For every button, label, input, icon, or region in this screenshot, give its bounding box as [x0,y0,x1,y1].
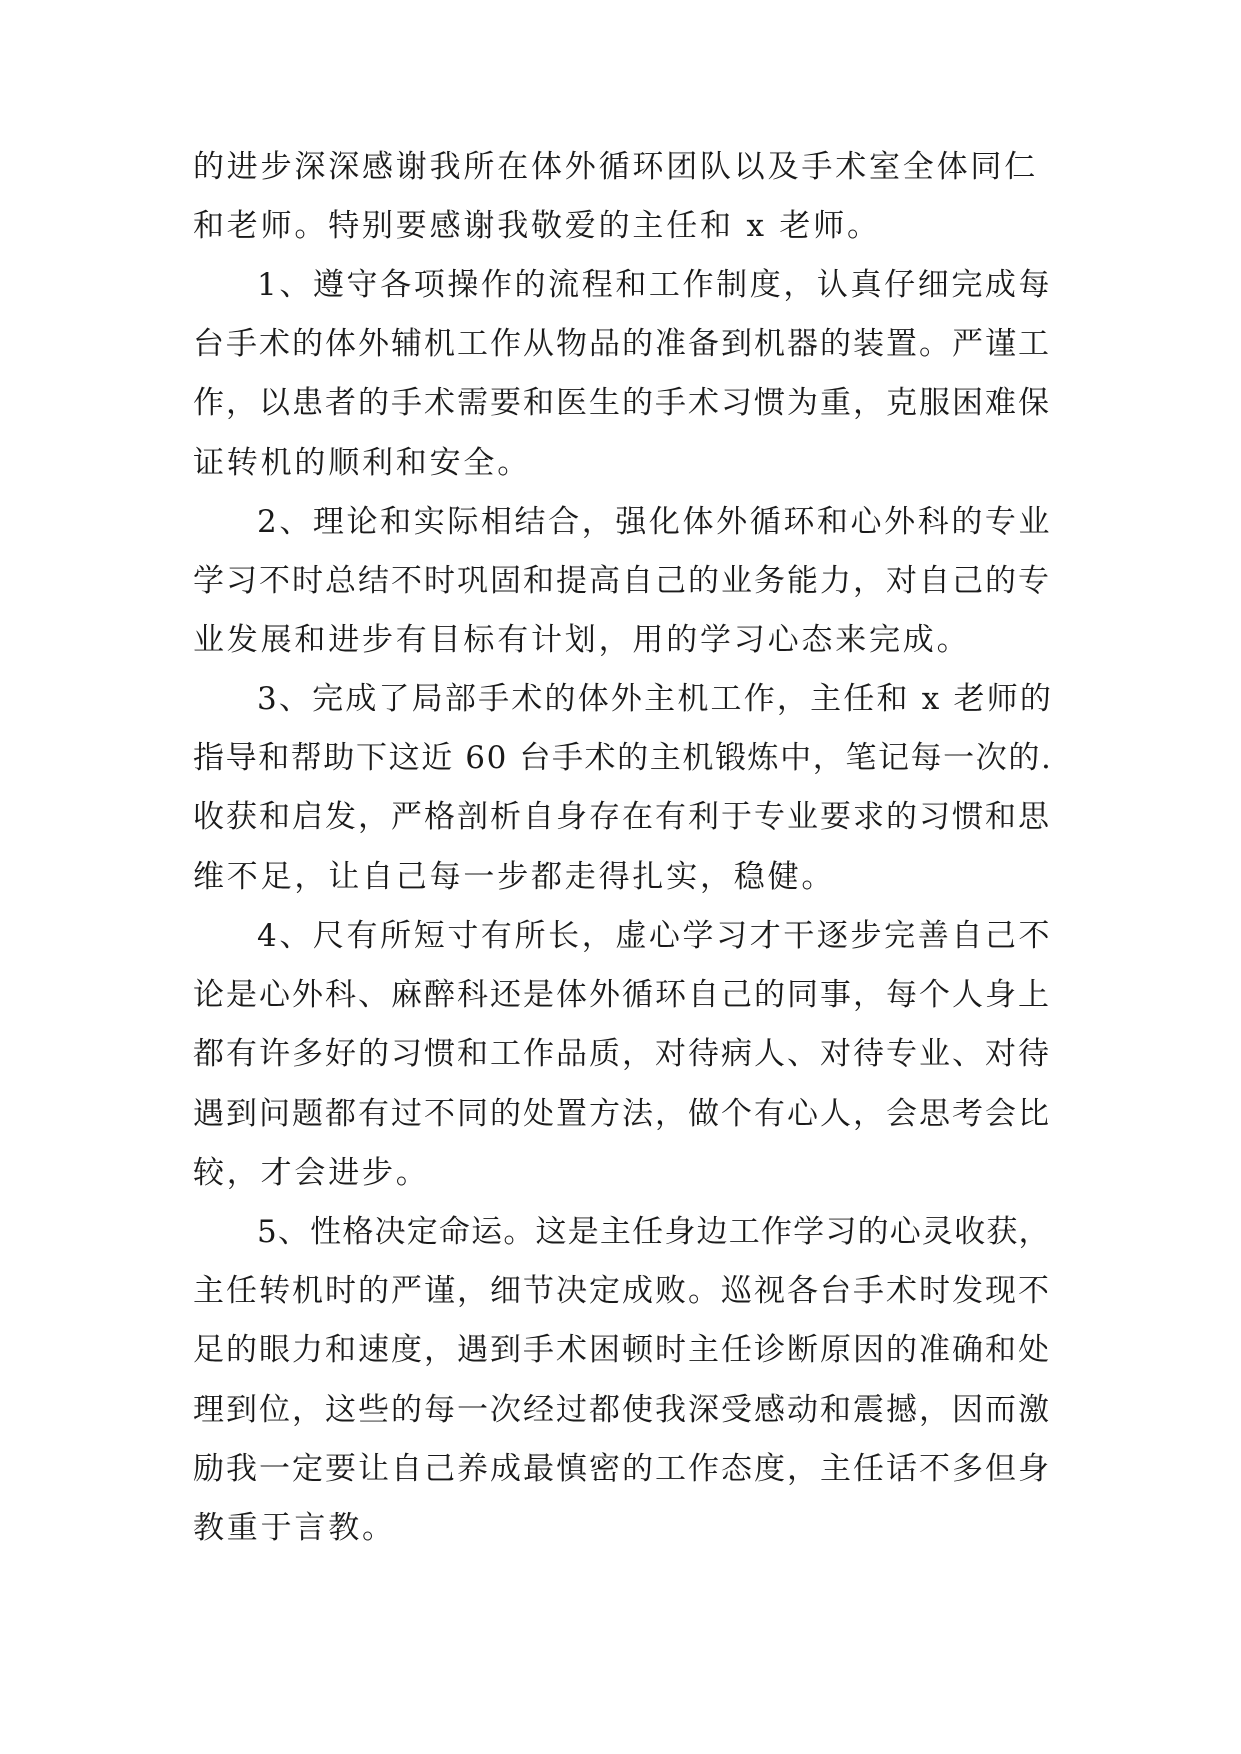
text-line: 证转机的顺利和安全。 [193,444,531,481]
paragraph-item-4 [193,907,1055,1203]
text-line: 足的眼力和速度，遇到手术困顿时主任诊断原因的准确和处 [193,1332,1051,1369]
text-line: 2、理论和实际相结合，强化体外循环和心外科的专业 [257,504,1053,540]
text-line: 维不足，让自己每一步都走得扎实，稳健。 [193,858,836,895]
text-line: 主任转机时的严谨，细节决定成败。巡视各台手术时发现不 [193,1273,1051,1310]
text-line: 励我一定要让自己养成最慎密的工作态度，主任话不多但身 [193,1450,1051,1487]
text-line: 遇到问题都有过不同的处置方法，做个有心人，会思考会比 [193,1095,1051,1132]
text-line: 1、遵守各项操作的流程和工作制度，认真仔细完成每 [257,267,1053,303]
text-line: 业发展和进步有目标有计划，用的学习心态来完成。 [193,622,971,659]
text-line: 作，以患者的手术需要和医生的手术习惯为重，克服困难保 [193,385,1051,422]
text-line: 学习不时总结不时巩固和提高自己的业务能力，对自己的专 [193,563,1051,600]
paragraph-intro [193,138,1055,256]
text-line: 和老师。特别要感谢我敬爱的主任和 x 老师。 [193,208,881,245]
text-line: 教重于言教。 [193,1509,396,1546]
paragraph-item-2 [193,493,1055,671]
paragraph-item-5 [193,1203,1055,1558]
text-line: 论是心外科、麻醉科还是体外循环自己的同事，每个人身上 [193,977,1051,1014]
text-line: 收获和启发，严格剖析自身存在有利于专业要求的习惯和思 [193,799,1051,836]
paragraph-item-3 [193,670,1055,907]
text-line: 较，才会进步。 [193,1154,430,1191]
text-line: 5、性格决定命运。这是主任身边工作学习的心灵收获， [257,1214,1051,1250]
text-line: 的进步深深感谢我所在体外循环团队以及手术室全体同仁 [193,149,1038,185]
text-line: 4、尺有所短寸有所长，虚心学习才干逐步完善自己不 [257,918,1053,954]
text-line: 理到位，这些的每一次经过都使我深受感动和震撼，因而激 [193,1391,1051,1428]
text-line: 台手术的体外辅机工作从物品的准备到机器的装置。严谨工 [193,326,1051,363]
text-line: 指导和帮助下这近 60 台手术的主机锻炼中，笔记每一次的. [193,740,1053,777]
text-line: 3、完成了局部手术的体外主机工作，主任和 x 老师的 [257,681,1054,717]
text-line: 都有许多好的习惯和工作品质，对待病人、对待专业、对待 [193,1036,1051,1073]
paragraph-item-1 [193,256,1055,493]
